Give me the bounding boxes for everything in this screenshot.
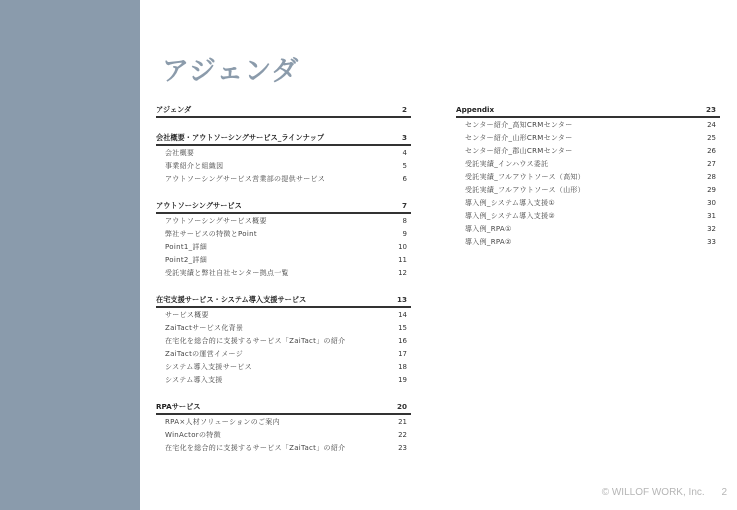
agenda-item-label: 会社概要	[165, 149, 195, 157]
agenda-item-page: 33	[707, 238, 716, 246]
agenda-item-page: 16	[398, 337, 407, 345]
agenda-item[interactable]	[456, 119, 720, 132]
agenda-item-page: 19	[398, 376, 407, 384]
agenda-item-label: ZaiTactサービス化背景	[165, 324, 244, 332]
agenda-item[interactable]	[156, 160, 411, 173]
agenda-item[interactable]	[156, 348, 411, 361]
agenda-item[interactable]	[456, 158, 720, 171]
agenda-item-label: サービス概要	[165, 311, 209, 319]
agenda-item-label: センター紹介_山形CRMセンター	[465, 134, 573, 142]
agenda-item-label: Point1_詳細	[165, 243, 208, 251]
agenda-item[interactable]	[156, 147, 411, 160]
agenda-left-column	[156, 104, 411, 469]
agenda-item[interactable]	[156, 309, 411, 322]
section-page-number: 20	[396, 402, 407, 411]
agenda-item-label: アウトソーシングサービス営業部の提供サービス	[165, 175, 326, 183]
agenda-item-page: 22	[398, 431, 407, 439]
agenda-item-label: WinActorの特徴	[165, 431, 221, 439]
agenda-item[interactable]	[456, 145, 720, 158]
copyright-text: © WILLOF WORK, Inc.	[601, 487, 705, 498]
agenda-item[interactable]	[156, 361, 411, 374]
agenda-item[interactable]	[456, 132, 720, 145]
agenda-item-label: 弊社サービスの特徴とPoint	[165, 230, 257, 238]
section-heading[interactable]	[456, 104, 720, 118]
agenda-item-page: 32	[707, 225, 716, 233]
agenda-item-label: ZaiTactの運営イメージ	[165, 350, 244, 358]
agenda-item[interactable]	[156, 429, 411, 442]
agenda-item[interactable]	[156, 416, 411, 429]
section-heading-label: Appendix	[456, 105, 495, 114]
agenda-section-appendix	[456, 104, 720, 249]
page-number: 2	[721, 487, 727, 498]
agenda-section	[156, 401, 411, 455]
agenda-item-page: 26	[707, 147, 716, 155]
agenda-item-label: 在宅化を総合的に支援するサービス「ZaiTact」の紹介	[165, 337, 346, 345]
agenda-item-page: 28	[707, 173, 716, 181]
agenda-item-page: 11	[398, 256, 407, 264]
agenda-item-label: 導入例_システム導入支援②	[465, 212, 555, 220]
agenda-item-page: 14	[398, 311, 407, 319]
section-page-number: 13	[396, 295, 407, 304]
agenda-item-label: 受託実績_インハウス委託	[465, 160, 549, 168]
section-page-number: 7	[401, 201, 407, 210]
agenda-item[interactable]	[156, 173, 411, 186]
agenda-item-label: 導入例_RPA②	[465, 238, 512, 246]
agenda-item[interactable]	[156, 322, 411, 335]
agenda-item[interactable]	[456, 197, 720, 210]
agenda-section	[156, 132, 411, 186]
agenda-item-page: 30	[707, 199, 716, 207]
section-page-number: 23	[705, 105, 716, 114]
agenda-item-page: 12	[398, 269, 407, 277]
section-heading-label: アウトソーシングサービス	[156, 201, 242, 210]
agenda-item-page: 24	[707, 121, 716, 129]
agenda-item-label: 受託実績と弊社自社センター拠点一覧	[165, 269, 289, 277]
agenda-item[interactable]	[456, 236, 720, 249]
section-heading[interactable]	[156, 200, 411, 214]
agenda-item[interactable]	[156, 241, 411, 254]
agenda-item[interactable]	[156, 374, 411, 387]
agenda-item[interactable]	[156, 335, 411, 348]
agenda-item-label: センター紹介_高知CRMセンター	[465, 121, 573, 129]
agenda-item-page: 29	[707, 186, 716, 194]
agenda-item-page: 27	[707, 160, 716, 168]
agenda-item-label: 受託実績_フルアウトソース（山形）	[465, 186, 585, 194]
agenda-item-page: 21	[398, 418, 407, 426]
agenda-item-page: 17	[398, 350, 407, 358]
agenda-item[interactable]	[156, 215, 411, 228]
section-page-number: 3	[401, 133, 407, 142]
agenda-item-label: Point2_詳細	[165, 256, 208, 264]
agenda-item-label: センター紹介_郡山CRMセンター	[465, 147, 573, 155]
agenda-item-page: 4	[402, 149, 407, 157]
agenda-item-label: 受託実績_フルアウトソース（高知）	[465, 173, 585, 181]
section-heading[interactable]	[156, 104, 411, 118]
section-heading-label: 会社概要・アウトソーシングサービス_ラインナップ	[156, 133, 325, 142]
agenda-section	[156, 200, 411, 280]
agenda-item[interactable]	[456, 210, 720, 223]
footer	[602, 487, 727, 498]
agenda-item-page: 15	[398, 324, 407, 332]
agenda-item[interactable]	[156, 228, 411, 241]
agenda-item-label: 在宅化を総合的に支援するサービス「ZaiTact」の紹介	[165, 444, 346, 452]
agenda-item[interactable]	[156, 442, 411, 455]
agenda-item-label: RPA×人材ソリューションのご案内	[165, 418, 280, 426]
section-heading-label: 在宅支援サービス・システム導入支援サービス	[156, 295, 307, 304]
agenda-item-page: 5	[402, 162, 407, 170]
section-heading[interactable]	[156, 294, 411, 308]
page-title: アジェンダ	[162, 56, 300, 87]
agenda-item[interactable]	[456, 171, 720, 184]
agenda-item-label: 導入例_RPA①	[465, 225, 512, 233]
section-heading[interactable]	[156, 401, 411, 415]
agenda-item-page: 25	[707, 134, 716, 142]
agenda-item-page: 8	[402, 217, 407, 225]
agenda-item-page: 18	[398, 363, 407, 371]
agenda-item[interactable]	[456, 223, 720, 236]
agenda-item-page: 10	[398, 243, 407, 251]
agenda-item[interactable]	[156, 267, 411, 280]
agenda-item-label: システム導入支援サービス	[165, 363, 252, 371]
agenda-item-page: 31	[707, 212, 716, 220]
sidebar-band	[0, 0, 140, 510]
agenda-item[interactable]	[456, 184, 720, 197]
agenda-item-label: 導入例_システム導入支援①	[465, 199, 555, 207]
agenda-item-page: 9	[402, 230, 407, 238]
section-heading-label: アジェンダ	[156, 105, 192, 114]
agenda-item-label: システム導入支援	[165, 376, 223, 384]
agenda-item-page: 6	[402, 175, 407, 183]
agenda-right-column	[456, 104, 720, 263]
agenda-item[interactable]	[156, 254, 411, 267]
section-page-number: 2	[401, 105, 407, 114]
agenda-section	[156, 104, 411, 118]
section-heading[interactable]	[156, 132, 411, 146]
agenda-item-label: アウトソーシングサービス概要	[165, 217, 267, 225]
section-heading-label: RPAサービス	[156, 402, 201, 411]
agenda-item-page: 23	[398, 444, 407, 452]
agenda-item-label: 事業紹介と組織図	[165, 162, 224, 170]
agenda-section	[156, 294, 411, 387]
